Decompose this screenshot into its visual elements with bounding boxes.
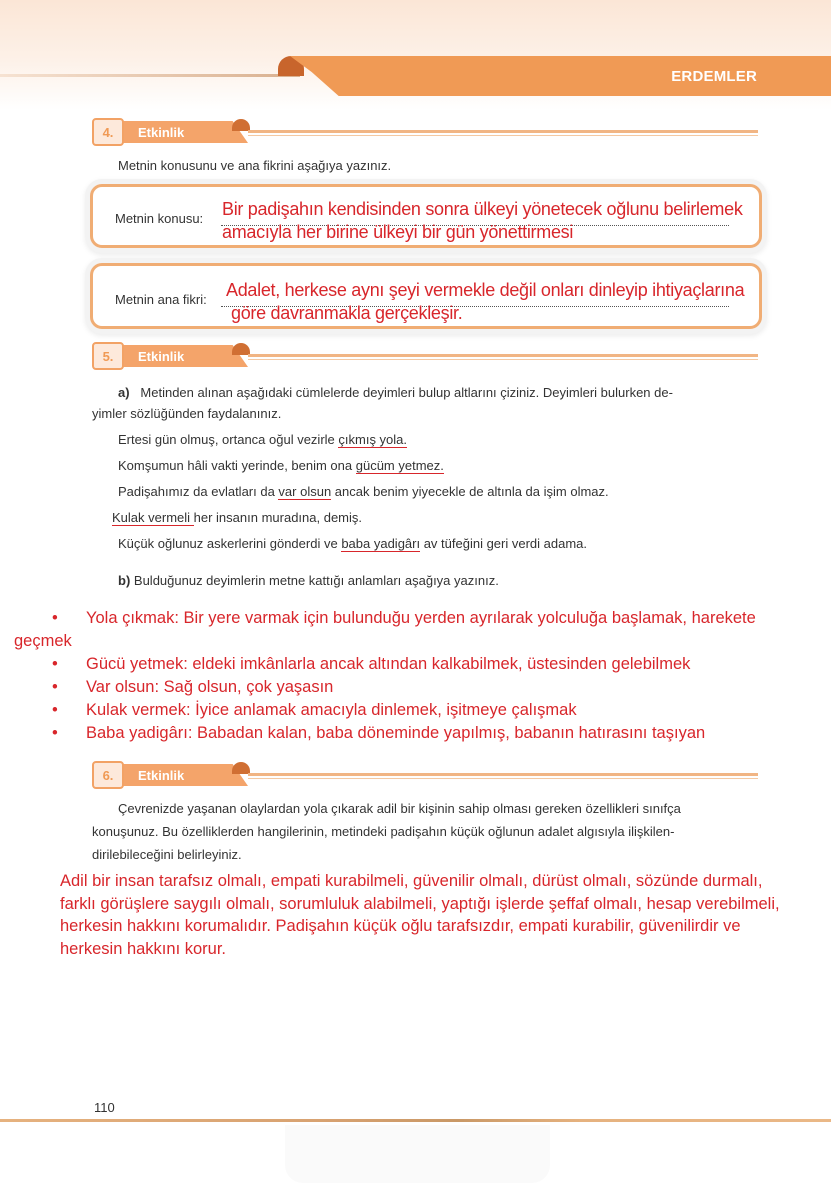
unit-title: ERDEMLER xyxy=(671,68,757,85)
footer-rule xyxy=(0,1119,831,1122)
idiom-sentence xyxy=(118,432,407,447)
list-item xyxy=(50,722,810,745)
activity-rule xyxy=(248,354,758,357)
list-item xyxy=(50,699,810,722)
underlined-idiom: gücüm yetmez. xyxy=(355,458,444,473)
part-b-instruction-text: Bulduğunuz deyimlerin metne kattığı anlamları aşağıya yazınız. xyxy=(133,573,499,588)
sentence-text: her insanın muradına, demiş. xyxy=(193,510,363,525)
list-item-text: Gücü yetmek: eldeki imkânlarla ancak altından kalkabilmek, üstesinden gelebilmek xyxy=(86,655,691,673)
underlined-idiom: Kulak vermeli xyxy=(112,510,194,525)
activity-rule xyxy=(248,773,758,776)
activity-4-instruction: Metnin konusunu ve ana fikrini aşağıya yazınız. xyxy=(118,158,392,173)
sentence-text: Komşumun hâli vakti yerinde, benim ona xyxy=(118,458,356,473)
activity-5-header xyxy=(92,342,758,368)
activity-6-instruction-line2: konuşunuz. Bu özelliklerden hangilerinin, metindeki padişahın küçük oğlunun adalet algısıyla ilişkilen- xyxy=(92,824,675,839)
list-item xyxy=(50,676,810,699)
activity-4-header xyxy=(92,118,758,144)
page-number: 110 xyxy=(94,1100,115,1115)
idiom-sentence xyxy=(118,536,587,551)
main-idea-answer-line1: Adalet, herkese aynı şeyi vermekle değil onları dinleyip ihtiyaçlarına xyxy=(226,280,745,300)
footer-tab-shadow xyxy=(285,1125,550,1183)
topic-label: Metnin konusu: xyxy=(115,211,204,226)
list-item-text: Baba yadigârı: Babadan kalan, baba döneminde yapılmış, babanın hatırasını taşıyan xyxy=(86,724,706,742)
idiom-sentence xyxy=(118,484,609,499)
activity-6-answer xyxy=(60,870,830,960)
sentence-text: Padişahımız da evlatları da xyxy=(118,484,279,499)
bullet: • xyxy=(52,609,58,627)
list-item xyxy=(50,653,810,676)
underlined-idiom: var olsun xyxy=(278,484,332,499)
main-idea-answer-line2: göre davranmakla gerçekleşir. xyxy=(231,303,463,323)
activity-6-instruction-line1: Çevrenizde yaşanan olaylardan yola çıkarak adil bir kişinin sahip olması gereken özellikleri sınıfça xyxy=(118,801,681,816)
part-b-marker: b) xyxy=(118,573,131,588)
activity-label: Etkinlik xyxy=(138,125,185,140)
activity-number: 5. xyxy=(92,342,124,370)
underlined-idiom: çıkmış yola. xyxy=(338,432,408,447)
activity-rule-thin xyxy=(248,135,758,136)
list-item-text: Var olsun: Sağ olsun, çok yaşasın xyxy=(86,678,334,696)
activity-6-header xyxy=(92,761,758,787)
answer-line: farklı görüşlere saygılı olmalı, sorumluluk alabilmeli, yaptığı işlerde şeffaf olmalı, hesap verebilmeli, xyxy=(60,894,780,913)
list-item-text: Kulak vermek: İyice anlamak amacıyla dinlemek, işitmeye çalışmak xyxy=(86,701,577,719)
activity-label: Etkinlik xyxy=(138,768,185,783)
list-item-text-continued: geçmek xyxy=(14,632,72,650)
idiom-meanings-list xyxy=(14,607,810,745)
list-item xyxy=(14,607,810,653)
answer-line: herkesin hakkını korumalıdır. Padişahın küçük oğlu tarafsızdır, empati kurabilir, güvenilirdir ve xyxy=(60,917,741,935)
header-rule xyxy=(0,74,300,77)
sentence-text: Küçük oğlunuz askerlerini gönderdi ve xyxy=(118,536,342,551)
activity-rule-thin xyxy=(248,359,758,360)
sentence-text: av tüfeğini geri verdi adama. xyxy=(420,536,588,551)
idiom-sentence xyxy=(118,458,444,473)
activity-rule xyxy=(248,130,758,133)
answer-line: herkesin hakkını korur. xyxy=(60,939,226,958)
list-item-text: Yola çıkmak: Bir yere varmak için bulunduğu yerden ayrılarak yolculuğa başlamak, harekete xyxy=(86,609,756,627)
main-idea-answer-box[interactable] xyxy=(90,263,762,329)
part-b-instruction xyxy=(118,573,499,588)
sentence-text: ancak benim yiyecekle de altınla da işim olmaz. xyxy=(331,484,609,499)
part-a-marker: a) xyxy=(118,385,130,400)
bullet: • xyxy=(52,724,58,742)
topic-answer-line2: amacıyla her birine ülkeyi bir gün yönettirmesi xyxy=(222,222,574,242)
bullet: • xyxy=(52,655,58,673)
activity-label: Etkinlik xyxy=(138,349,185,364)
bullet: • xyxy=(52,701,58,719)
activity-rule-thin xyxy=(248,778,758,779)
topic-answer-line1: Bir padişahın kendisinden sonra ülkeyi yönetecek oğlunu belirlemek xyxy=(222,199,743,219)
bullet: • xyxy=(52,678,58,696)
main-idea-label: Metnin ana fikri: xyxy=(115,292,207,307)
part-a-instruction-line1 xyxy=(118,385,673,400)
activity-6-instruction-line3: dirilebileceğini belirleyiniz. xyxy=(92,847,242,862)
topic-answer-box[interactable] xyxy=(90,184,762,248)
idiom-sentence xyxy=(112,510,362,525)
answer-line: Adil bir insan tarafsız olmalı, empati kurabilmeli, güvenilir olmalı, dürüst olmalı, sözünde durmalı, xyxy=(60,872,763,890)
part-a-instruction-line2: yimler sözlüğünden faydalanınız. xyxy=(92,406,282,421)
sentence-text: Ertesi gün olmuş, ortanca oğul vezirle xyxy=(118,432,339,447)
part-a-instruction-text: Metinden alınan aşağıdaki cümlelerde deyimleri bulup altlarını çiziniz. Deyimleri bulurken de- xyxy=(140,385,673,400)
activity-number: 4. xyxy=(92,118,124,146)
underlined-idiom: baba yadigârı xyxy=(341,536,421,551)
activity-number: 6. xyxy=(92,761,124,789)
